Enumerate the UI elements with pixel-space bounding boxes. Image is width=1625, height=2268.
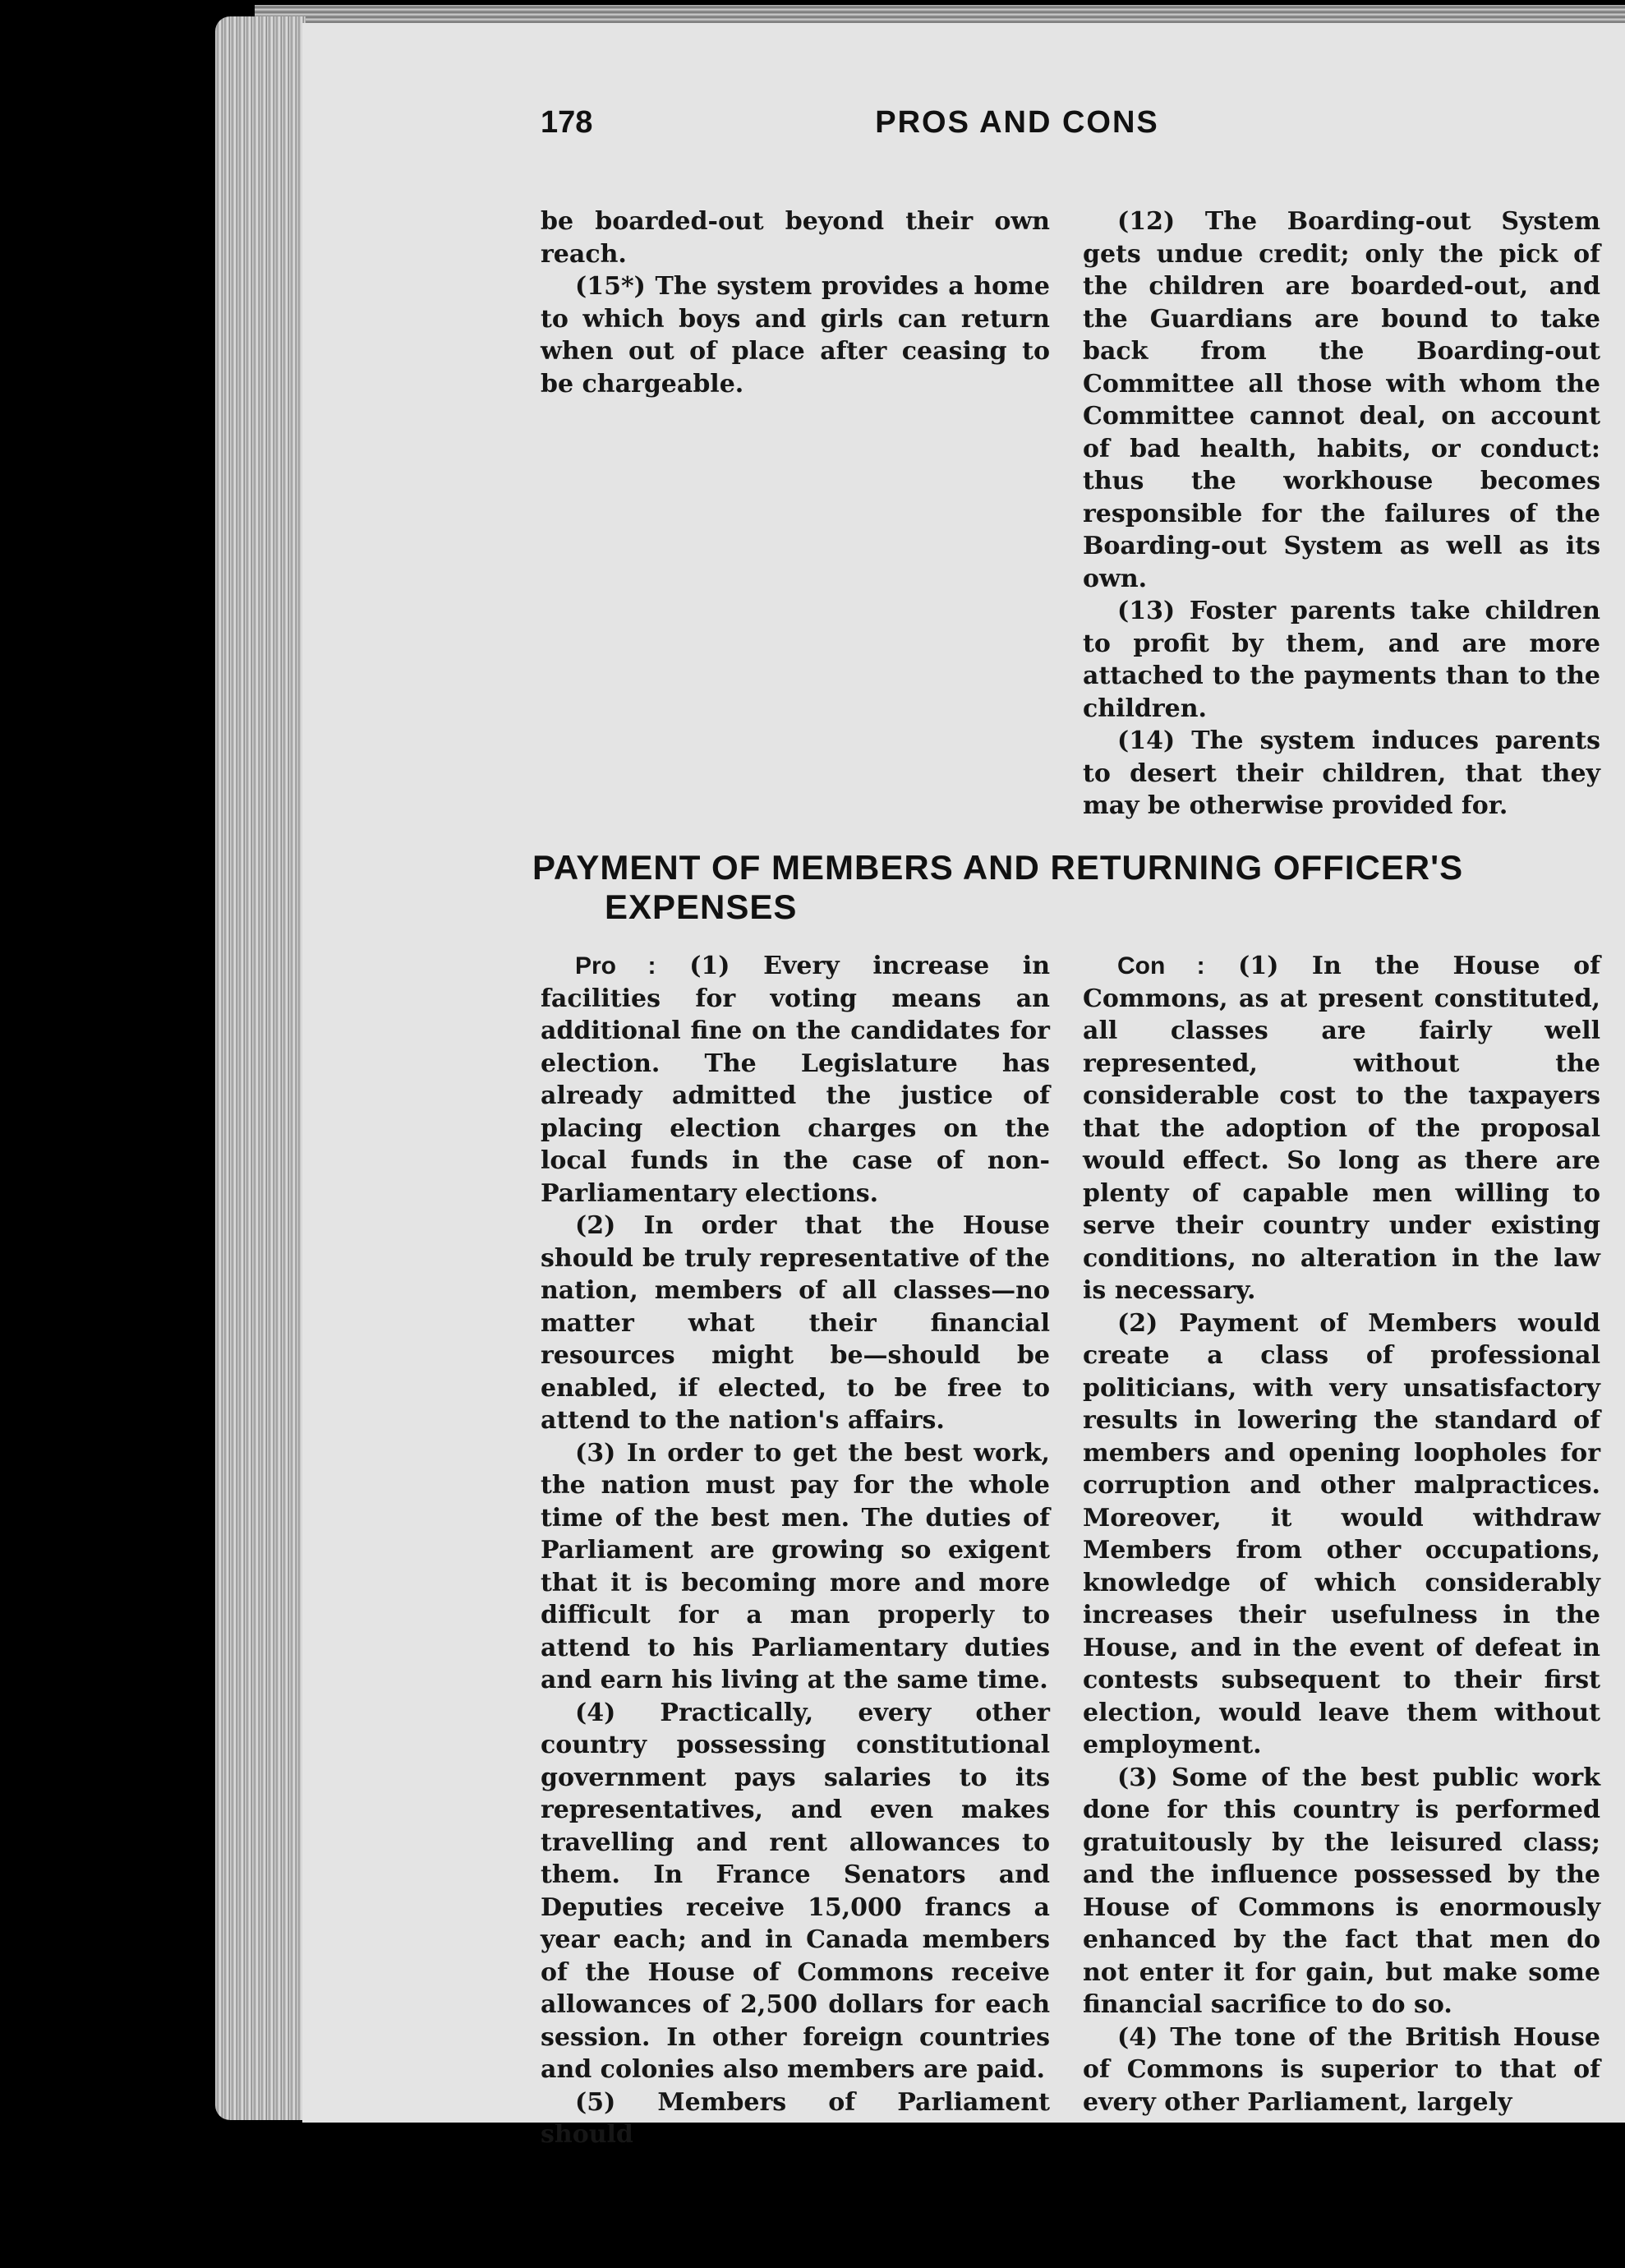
paragraph: (12) The Boarding-out System gets undue credit; only the pick of the children are boarded-out, and the Guardians are bound to take back from the Boarding-out Committee all those with whom the Committee cannot deal, on account of bad health, habits, or conduct: thus the workhouse becomes responsible for the failures of the Boarding-out System as well as its own. xyxy=(1083,207,1600,593)
con-paragraph-1 xyxy=(1083,950,1600,1307)
paragraph: (14) The system induces parents to desert their children, that they may be otherwise provided for. xyxy=(1083,726,1600,820)
section-heading-line1: PAYMENT OF MEMBERS AND RETURNING OFFICER'S xyxy=(532,848,1464,887)
running-head: PROS AND CONS xyxy=(875,105,1159,140)
pro-column xyxy=(541,950,1050,2151)
page-number: 178 xyxy=(541,105,593,140)
paragraph-text: (1) Every increase in facilities for voting means an additional fine on the candidates for election. The Legislature has already admitted the justice of placing election charges on the local funds in the case of non-Parliamentary elections. xyxy=(541,952,1051,1208)
paragraph: (2) Payment of Members would create a class of professional politicians, with very unsatisfactory results in lowering the standard of members and opening loopholes for corruption and other malpractices. Moreover, it would withdraw Members from other occupations, knowledge of which considerably increases their usefulness in the House, and in the event of defeat in contests subsequent to their first election, would leave them without employment. xyxy=(1083,1308,1600,1759)
paragraph: (3) In order to get the best work, the nation must pay for the whole time of the best men. The duties of Parliament are growing so exigent that it is becoming more and more difficult for a man properly to attend to his Parliamentary duties and earn his living at the same time. xyxy=(541,1438,1050,1694)
pro-paragraph-1 xyxy=(541,950,1050,1210)
paragraph: (4) Practically, every other country possessing constitutional government pays salaries to its representatives, and even makes travelling and rent allowances to them. In France Senators and Deputies receive 15,000 francs a year each; and in Canada members of the House of Commons receive allowances of 2,500 dollars for each session. In other foreign countries and colonies also members are paid. xyxy=(541,1698,1050,2084)
top-right-column xyxy=(1083,205,1600,823)
paragraph: (15*) The system provides a home to which boys and girls can return when out of place after ceasing to be chargeable. xyxy=(541,272,1050,399)
paragraph-text: (1) In the House of Commons, as at present constituted, all classes are fairly well represented, without the considerable cost to the taxpayers that the adoption of the proposal would effect. So long as there are plenty of capable men willing to serve their country under existing conditions, no alteration in the law is necessary. xyxy=(1083,952,1601,1305)
top-left-column xyxy=(541,205,1050,400)
book-page-edges xyxy=(215,16,306,2120)
paragraph: (4) The tone of the British House of Commons is superior to that of every other Parliament, largely xyxy=(1083,2022,1600,2117)
paragraph: (5) Members of Parliament should xyxy=(541,2087,1050,2149)
con-column xyxy=(1083,950,1600,2118)
paragraph: (13) Foster parents take children to profit by them, and are more attached to the payments than to the children. xyxy=(1083,597,1600,723)
paragraph: (3) Some of the best public work done for this country is performed gratuitously by the leisured class; and the influence possessed by the House of Commons is enormously enhanced by the fact that men do not enter it for gain, but make some financial sacrifice to do so. xyxy=(1083,1763,1600,2019)
paragraph: (2) In order that the House should be truly representative of the nation, members of all classes—no matter what their financial resources might be—should be enabled, if elected, to be free to attend to the nation's affairs. xyxy=(541,1211,1050,1435)
book-page xyxy=(302,23,1625,2149)
section-heading-line2: EXPENSES xyxy=(605,887,798,926)
pro-label: Pro : xyxy=(575,952,656,980)
paragraph: be boarded-out beyond their own reach. xyxy=(541,207,1050,269)
section-heading xyxy=(532,848,1600,927)
con-label: Con : xyxy=(1117,952,1205,980)
page-header xyxy=(541,105,1592,171)
